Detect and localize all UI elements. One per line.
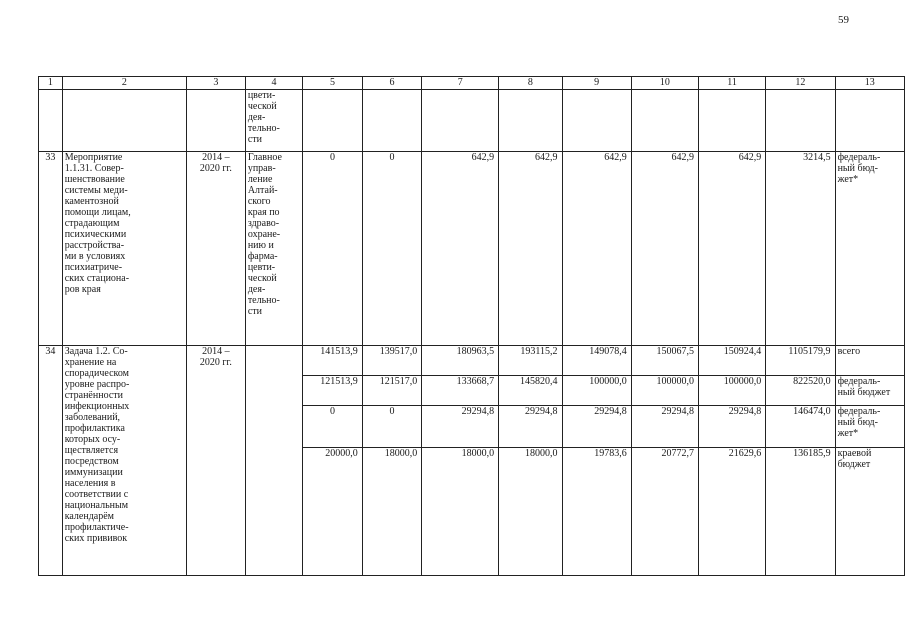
- value-cell: 193115,2: [499, 346, 562, 376]
- value-cell: 149078,4: [562, 346, 631, 376]
- executor-cell: [245, 346, 302, 576]
- col-header: 13: [835, 77, 904, 90]
- col-header: 4: [245, 77, 302, 90]
- value-cell: 150924,4: [698, 346, 765, 376]
- value-cell: 145820,4: [499, 376, 562, 406]
- value-cell: 29294,8: [631, 406, 698, 448]
- activity-name: Мероприятие 1.1.31. Совер- шенствование системы меди- каментозной помощи лицам, страдающим психическими расстройства- ми в условиях психиатриче- ских стациона- ров края: [62, 152, 186, 346]
- col-header: 3: [186, 77, 245, 90]
- table-cell: [835, 90, 904, 152]
- value-cell: 0: [303, 406, 363, 448]
- executor-cell: Главное управ- ление Алтай- ского края по здраво- охране- нию и фарма- цевти- ческой дея- тельно- сти: [245, 152, 302, 346]
- value-cell: 642,9: [422, 152, 499, 346]
- value-cell: 20000,0: [303, 448, 363, 576]
- value-cell: 29294,8: [562, 406, 631, 448]
- table-cell: [39, 90, 63, 152]
- value-cell: 18000,0: [422, 448, 499, 576]
- header-row: [39, 77, 905, 90]
- value-cell: 150067,5: [631, 346, 698, 376]
- col-header: 11: [698, 77, 765, 90]
- total-cell: 3214,5: [766, 152, 835, 346]
- table-cell: [499, 90, 562, 152]
- funding-source: федераль- ный бюд- жет*: [835, 152, 904, 346]
- total-cell: 136185,9: [766, 448, 835, 576]
- value-cell: 0: [303, 152, 363, 346]
- total-cell: 822520,0: [766, 376, 835, 406]
- funding-source: краевой бюджет: [835, 448, 904, 576]
- value-cell: 180963,5: [422, 346, 499, 376]
- value-cell: 18000,0: [499, 448, 562, 576]
- row-number: 33: [39, 152, 63, 346]
- table-cell: [631, 90, 698, 152]
- table-cell: [422, 90, 499, 152]
- value-cell: 642,9: [631, 152, 698, 346]
- table-cell: [362, 90, 422, 152]
- table-cell: [62, 90, 186, 152]
- value-cell: 29294,8: [499, 406, 562, 448]
- value-cell: 642,9: [562, 152, 631, 346]
- value-cell: 121513,9: [303, 376, 363, 406]
- value-cell: 121517,0: [362, 376, 422, 406]
- page-number: 59: [838, 14, 849, 26]
- value-cell: 141513,9: [303, 346, 363, 376]
- col-header: 7: [422, 77, 499, 90]
- col-header: 2: [62, 77, 186, 90]
- value-cell: 100000,0: [698, 376, 765, 406]
- col-header: 10: [631, 77, 698, 90]
- table-cell: [186, 90, 245, 152]
- table-row-33: [39, 152, 905, 346]
- funding-source: всего: [835, 346, 904, 376]
- col-header: 5: [303, 77, 363, 90]
- value-cell: 642,9: [698, 152, 765, 346]
- value-cell: 642,9: [499, 152, 562, 346]
- value-cell: 19783,6: [562, 448, 631, 576]
- value-cell: 18000,0: [362, 448, 422, 576]
- value-cell: 0: [362, 406, 422, 448]
- value-cell: 21629,6: [698, 448, 765, 576]
- table-row-34: [39, 346, 905, 376]
- table-cell: [766, 90, 835, 152]
- col-header: 9: [562, 77, 631, 90]
- period-cell: 2014 – 2020 гг.: [186, 346, 245, 576]
- budget-table: [38, 76, 905, 576]
- period-cell: 2014 – 2020 гг.: [186, 152, 245, 346]
- task-name: Задача 1.2. Со- хранение на спорадическом уровне распро- странённости инфекционных заболеваний, профилактика которых осу- ществляется посредством иммунизации населения в соответствии с национальным календарём профилактиче- ских прививок: [62, 346, 186, 576]
- value-cell: 0: [362, 152, 422, 346]
- value-cell: 100000,0: [631, 376, 698, 406]
- value-cell: 100000,0: [562, 376, 631, 406]
- total-cell: 1105179,9: [766, 346, 835, 376]
- executor-cell: цвети- ческой дея- тельно- сти: [245, 90, 302, 152]
- col-header: 8: [499, 77, 562, 90]
- value-cell: 29294,8: [422, 406, 499, 448]
- value-cell: 139517,0: [362, 346, 422, 376]
- table-cell: [303, 90, 363, 152]
- col-header: 1: [39, 77, 63, 90]
- col-header: 12: [766, 77, 835, 90]
- funding-source: федераль- ный бюд- жет*: [835, 406, 904, 448]
- table-cell: [562, 90, 631, 152]
- col-header: 6: [362, 77, 422, 90]
- value-cell: 29294,8: [698, 406, 765, 448]
- row-number: 34: [39, 346, 63, 576]
- value-cell: 133668,7: [422, 376, 499, 406]
- table-cell: [698, 90, 765, 152]
- total-cell: 146474,0: [766, 406, 835, 448]
- value-cell: 20772,7: [631, 448, 698, 576]
- continuation-row: [39, 90, 905, 152]
- funding-source: федераль- ный бюджет: [835, 376, 904, 406]
